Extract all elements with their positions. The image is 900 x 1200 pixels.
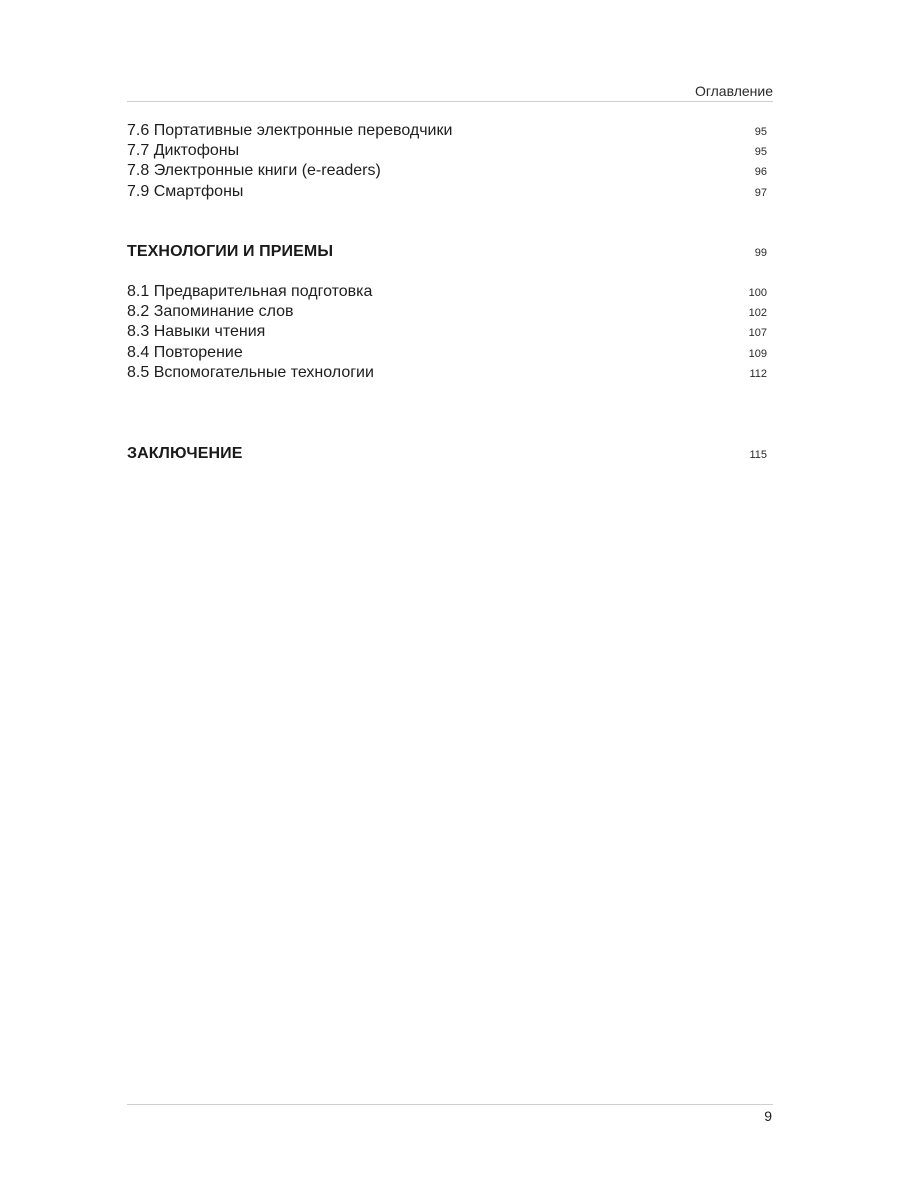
toc-entry-8-3[interactable]: [127, 322, 767, 342]
toc-entry-page: 112: [749, 367, 767, 380]
page-number: 9: [764, 1108, 772, 1124]
toc-entry-title: 8.4 Повторение: [127, 343, 243, 361]
toc-section-8-entries: [127, 282, 767, 383]
toc-entry-title: 8.3 Навыки чтения: [127, 323, 266, 341]
toc-entry-title: 8.2 Запоминание слов: [127, 303, 294, 321]
toc-entry-8-5[interactable]: [127, 363, 767, 383]
toc-entry-page: 109: [748, 347, 767, 360]
toc-entry-7-9[interactable]: [127, 182, 767, 202]
header-divider: [127, 101, 773, 102]
toc-entry-8-1[interactable]: [127, 282, 767, 302]
toc-entry-8-4[interactable]: [127, 343, 767, 363]
toc-entry-7-6[interactable]: [127, 121, 767, 141]
toc-entry-title: 7.6 Портативные электронные переводчики: [127, 122, 453, 139]
toc-entry-page: 96: [754, 166, 767, 179]
toc-entry-page: 95: [754, 146, 767, 159]
toc-entry-title: 7.8 Электронные книги (e-readers): [127, 162, 381, 180]
toc-conclusion: [127, 442, 767, 466]
toc-section-7-entries: [127, 121, 767, 202]
chapter-title: ТЕХНОЛОГИИ И ПРИЕМЫ: [127, 243, 334, 260]
toc-entry-page: 107: [748, 327, 767, 340]
toc-entry-page: 100: [748, 287, 767, 299]
toc-entry-title: 8.1 Предварительная подготовка: [127, 283, 373, 300]
toc-entry-title: 7.9 Смартфоны: [127, 182, 244, 200]
toc-chapter-heading[interactable]: [127, 442, 767, 466]
toc-entry-title: 7.7 Диктофоны: [127, 142, 240, 160]
footer-divider: [127, 1104, 773, 1105]
running-header: Оглавление: [694, 83, 773, 99]
toc-entry-7-8[interactable]: [127, 161, 767, 181]
toc-entry-page: 95: [754, 126, 767, 138]
toc-entry-title: 8.5 Вспомогательные технологии: [127, 363, 374, 381]
toc-entry-page: 97: [754, 186, 767, 199]
toc-entry-8-2[interactable]: [127, 302, 767, 322]
chapter-title: ЗАКЛЮЧЕНИЕ: [127, 445, 243, 462]
toc-chapter-heading[interactable]: [127, 240, 767, 264]
chapter-page: 99: [754, 247, 767, 259]
toc-entry-7-7[interactable]: [127, 141, 767, 161]
toc-entry-page: 102: [748, 307, 767, 320]
chapter-page: 115: [749, 449, 767, 461]
toc-chapter-8: [127, 240, 767, 264]
